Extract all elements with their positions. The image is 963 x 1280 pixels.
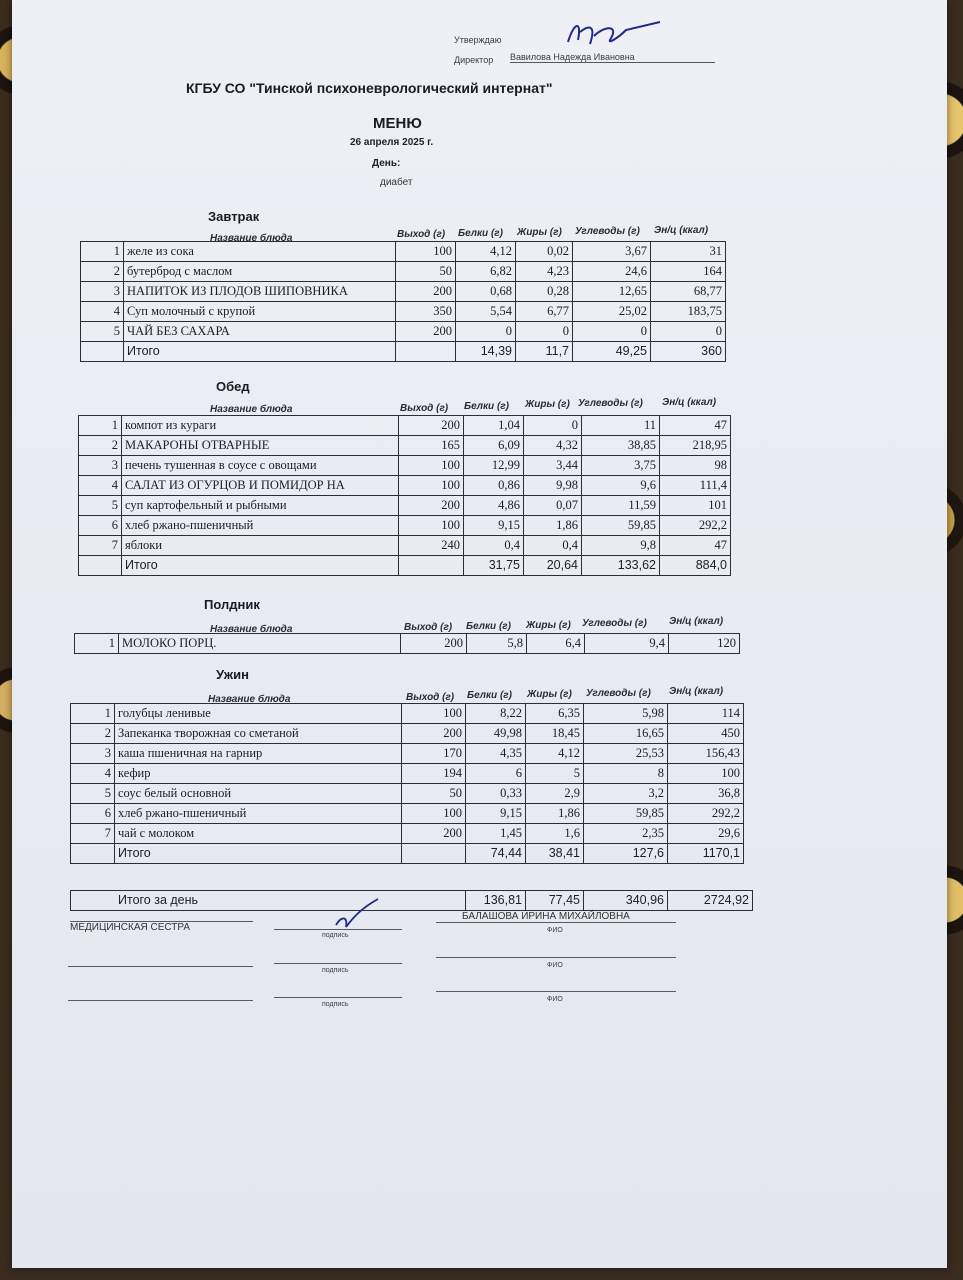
dish-fat: 0,28: [516, 282, 573, 302]
blank-role-line: [68, 966, 253, 967]
dish-fat: 6,4: [527, 634, 585, 654]
table-row: [71, 724, 744, 744]
col-fat: Жиры (г): [525, 399, 570, 410]
table-row: [71, 824, 744, 844]
nurse-role: МЕДИЦИНСКАЯ СЕСТРА: [70, 921, 253, 933]
dish-name: ЧАЙ БЕЗ САХАРА: [124, 322, 396, 342]
fio-line: [436, 991, 676, 992]
fio-line: [436, 922, 676, 923]
dish-carbs: 59,85: [584, 804, 668, 824]
dish-energy: 120: [669, 634, 740, 654]
director-name: Вавилова Надежда Ивановна: [510, 52, 715, 63]
total-energy: 1170,1: [668, 844, 744, 864]
dish-yield: 240: [399, 536, 464, 556]
dish-protein: 6: [466, 764, 526, 784]
table-row: [81, 282, 726, 302]
dish-energy: 114: [668, 704, 744, 724]
dish-carbs: 25,02: [573, 302, 651, 322]
dish-protein: 9,15: [464, 516, 524, 536]
dish-energy: 292,2: [660, 516, 731, 536]
dish-yield: 200: [399, 496, 464, 516]
day-total-label: Итого за день: [71, 891, 466, 911]
dish-yield: 200: [396, 282, 456, 302]
row-number: 7: [79, 536, 122, 556]
dish-protein: 6,09: [464, 436, 524, 456]
dish-name: САЛАТ ИЗ ОГУРЦОВ И ПОМИДОР НА: [122, 476, 399, 496]
col-carbs: Углеводы (г): [586, 688, 651, 699]
dish-name: МАКАРОНЫ ОТВАРНЫЕ: [122, 436, 399, 456]
dish-carbs: 38,85: [582, 436, 660, 456]
dish-protein: 0: [456, 322, 516, 342]
col-carbs: Углеводы (г): [582, 618, 647, 629]
total-spacer: [79, 556, 122, 576]
snack-table: [74, 633, 740, 654]
col-protein: Белки (г): [467, 690, 512, 701]
total-energy: 884,0: [660, 556, 731, 576]
signature-label: подпись: [322, 1001, 349, 1008]
col-energy: Эн/ц (ккал): [669, 686, 724, 697]
dish-name: НАПИТОК ИЗ ПЛОДОВ ШИПОВНИКА: [124, 282, 396, 302]
dish-carbs: 8: [584, 764, 668, 784]
dish-protein: 1,04: [464, 416, 524, 436]
day-total-row: [71, 891, 753, 911]
dish-name: компот из кураги: [122, 416, 399, 436]
dish-name: МОЛОКО ПОРЦ.: [119, 634, 401, 654]
col-yield: Выход (г): [397, 229, 446, 240]
day-total-energy: 2724,92: [668, 891, 753, 911]
dish-name: желе из сока: [124, 242, 396, 262]
dish-name: кефир: [115, 764, 402, 784]
dish-energy: 98: [660, 456, 731, 476]
dish-yield: 100: [402, 804, 466, 824]
col-name: Название блюда: [208, 694, 291, 705]
row-number: 5: [79, 496, 122, 516]
dish-name: Запеканка творожная со сметаной: [115, 724, 402, 744]
dish-carbs: 3,2: [584, 784, 668, 804]
row-number: 2: [71, 724, 115, 744]
institution-name: КГБУ СО "Тинской психоневрологический интернат": [186, 80, 553, 96]
dish-yield: 200: [402, 824, 466, 844]
dish-fat: 9,98: [524, 476, 582, 496]
row-number: 1: [75, 634, 119, 654]
row-number: 1: [71, 704, 115, 724]
dish-fat: 2,9: [526, 784, 584, 804]
dish-name: бутерброд с маслом: [124, 262, 396, 282]
dish-protein: 0,68: [456, 282, 516, 302]
row-number: 5: [71, 784, 115, 804]
dish-fat: 6,35: [526, 704, 584, 724]
lunch-table: [78, 415, 731, 576]
dish-name: яблоки: [122, 536, 399, 556]
dish-protein: 1,45: [466, 824, 526, 844]
table-row: [71, 764, 744, 784]
dish-energy: 164: [651, 262, 726, 282]
dish-yield: 200: [402, 724, 466, 744]
dish-carbs: 11,59: [582, 496, 660, 516]
dish-fat: 3,44: [524, 456, 582, 476]
row-number: 5: [81, 322, 124, 342]
dish-protein: 6,82: [456, 262, 516, 282]
dish-carbs: 59,85: [582, 516, 660, 536]
total-protein: 31,75: [464, 556, 524, 576]
col-energy: Эн/ц (ккал): [654, 225, 709, 236]
table-row: [71, 784, 744, 804]
dish-fat: 0: [516, 322, 573, 342]
signature-label: подпись: [322, 967, 349, 974]
nurse-name: БАЛАШОВА ИРИНА МИХАЙЛОВНА: [462, 911, 630, 922]
dish-name: хлеб ржано-пшеничный: [115, 804, 402, 824]
fio-label: ФИО: [547, 962, 563, 969]
table-row: [81, 242, 726, 262]
dish-carbs: 9,8: [582, 536, 660, 556]
col-fat: Жиры (г): [517, 227, 562, 238]
dish-protein: 5,54: [456, 302, 516, 322]
day-total-table: [70, 890, 753, 911]
dish-yield: 50: [396, 262, 456, 282]
dish-protein: 4,86: [464, 496, 524, 516]
director-signature: [560, 14, 670, 50]
total-row: [79, 556, 731, 576]
table-row: [81, 302, 726, 322]
dish-protein: 5,8: [467, 634, 527, 654]
dish-fat: 1,6: [526, 824, 584, 844]
dish-fat: 18,45: [526, 724, 584, 744]
dish-carbs: 9,4: [585, 634, 669, 654]
approval-label: Утверждаю: [454, 35, 502, 45]
dish-yield: 170: [402, 744, 466, 764]
row-number: 3: [81, 282, 124, 302]
row-number: 2: [79, 436, 122, 456]
snack-title: Полдник: [204, 597, 260, 612]
dish-name: Суп молочный с крупой: [124, 302, 396, 322]
dish-protein: 0,4: [464, 536, 524, 556]
dish-yield: 100: [399, 456, 464, 476]
dish-carbs: 3,67: [573, 242, 651, 262]
total-fat: 11,7: [516, 342, 573, 362]
dish-energy: 111,4: [660, 476, 731, 496]
total-yield-empty: [399, 556, 464, 576]
breakfast-title: Завтрак: [208, 209, 260, 224]
dish-protein: 0,86: [464, 476, 524, 496]
dish-protein: 49,98: [466, 724, 526, 744]
dish-fat: 4,32: [524, 436, 582, 456]
dish-energy: 68,77: [651, 282, 726, 302]
total-spacer: [71, 844, 115, 864]
total-protein: 74,44: [466, 844, 526, 864]
col-yield: Выход (г): [404, 622, 453, 633]
dish-yield: 200: [399, 416, 464, 436]
col-name: Название блюда: [210, 624, 293, 635]
col-name: Название блюда: [210, 233, 293, 244]
row-number: 4: [79, 476, 122, 496]
fio-label: ФИО: [547, 927, 563, 934]
dish-yield: 350: [396, 302, 456, 322]
dish-yield: 100: [396, 242, 456, 262]
day-total-carbs: 340,96: [584, 891, 668, 911]
dish-carbs: 3,75: [582, 456, 660, 476]
dish-name: голубцы ленивые: [115, 704, 402, 724]
col-fat: Жиры (г): [527, 689, 572, 700]
dish-energy: 450: [668, 724, 744, 744]
dish-carbs: 11: [582, 416, 660, 436]
dish-energy: 0: [651, 322, 726, 342]
dish-name: чай с молоком: [115, 824, 402, 844]
table-row: [79, 496, 731, 516]
total-yield-empty: [396, 342, 456, 362]
table-row: [79, 436, 731, 456]
dish-yield: 100: [399, 476, 464, 496]
dish-fat: 5: [526, 764, 584, 784]
col-energy: Эн/ц (ккал): [662, 397, 717, 408]
diet-type: диабет: [380, 177, 413, 188]
dish-fat: 1,86: [526, 804, 584, 824]
table-row: [79, 456, 731, 476]
dish-name: печень тушенная в соусе с овощами: [122, 456, 399, 476]
dish-yield: 200: [401, 634, 467, 654]
col-protein: Белки (г): [464, 401, 509, 412]
day-total-fat: 77,45: [526, 891, 584, 911]
row-number: 4: [71, 764, 115, 784]
dish-fat: 6,77: [516, 302, 573, 322]
dish-carbs: 25,53: [584, 744, 668, 764]
dish-name: суп картофельный и рыбными: [122, 496, 399, 516]
dish-energy: 101: [660, 496, 731, 516]
dish-carbs: 0: [573, 322, 651, 342]
total-carbs: 133,62: [582, 556, 660, 576]
dish-energy: 218,95: [660, 436, 731, 456]
total-yield-empty: [402, 844, 466, 864]
dish-energy: 156,43: [668, 744, 744, 764]
dinner-table: [70, 703, 744, 864]
total-fat: 38,41: [526, 844, 584, 864]
row-number: 3: [79, 456, 122, 476]
breakfast-table: [80, 241, 726, 362]
col-energy: Эн/ц (ккал): [669, 616, 724, 627]
dish-fat: 0,02: [516, 242, 573, 262]
table-row: [79, 516, 731, 536]
dish-protein: 0,33: [466, 784, 526, 804]
page-title: МЕНЮ: [373, 115, 422, 132]
col-protein: Белки (г): [466, 621, 511, 632]
dish-energy: 47: [660, 536, 731, 556]
col-fat: Жиры (г): [526, 620, 571, 631]
day-label: День:: [372, 158, 401, 169]
menu-document: [12, 0, 947, 1268]
signature-line: [274, 963, 402, 964]
signature-label: подпись: [322, 932, 349, 939]
dish-energy: 183,75: [651, 302, 726, 322]
row-number: 3: [71, 744, 115, 764]
dish-energy: 47: [660, 416, 731, 436]
total-label: Итого: [115, 844, 402, 864]
total-carbs: 127,6: [584, 844, 668, 864]
dish-yield: 165: [399, 436, 464, 456]
dish-energy: 29,6: [668, 824, 744, 844]
table-row: [71, 744, 744, 764]
col-name: Название блюда: [210, 404, 293, 415]
dish-fat: 4,23: [516, 262, 573, 282]
dish-carbs: 16,65: [584, 724, 668, 744]
dish-name: каша пшеничная на гарнир: [115, 744, 402, 764]
fio-label: ФИО: [547, 996, 563, 1003]
dish-yield: 50: [402, 784, 466, 804]
dish-fat: 0: [524, 416, 582, 436]
dish-fat: 0,4: [524, 536, 582, 556]
dish-protein: 12,99: [464, 456, 524, 476]
dish-carbs: 24,6: [573, 262, 651, 282]
row-number: 2: [81, 262, 124, 282]
lunch-title: Обед: [216, 379, 250, 394]
total-energy: 360: [651, 342, 726, 362]
total-protein: 14,39: [456, 342, 516, 362]
director-label: Директор: [454, 55, 494, 65]
col-carbs: Углеводы (г): [578, 398, 643, 409]
nurse-signature: [332, 895, 382, 935]
table-row: [75, 634, 740, 654]
table-row: [71, 704, 744, 724]
dish-protein: 4,12: [456, 242, 516, 262]
dish-carbs: 12,65: [573, 282, 651, 302]
dish-yield: 194: [402, 764, 466, 784]
dish-energy: 100: [668, 764, 744, 784]
dish-yield: 100: [402, 704, 466, 724]
dish-carbs: 5,98: [584, 704, 668, 724]
table-row: [79, 476, 731, 496]
dish-fat: 1,86: [524, 516, 582, 536]
dish-yield: 100: [399, 516, 464, 536]
total-fat: 20,64: [524, 556, 582, 576]
total-label: Итого: [122, 556, 399, 576]
dish-name: соус белый основной: [115, 784, 402, 804]
row-number: 1: [81, 242, 124, 262]
signature-line: [274, 997, 402, 998]
dish-carbs: 2,35: [584, 824, 668, 844]
total-row: [71, 844, 744, 864]
total-carbs: 49,25: [573, 342, 651, 362]
col-yield: Выход (г): [406, 692, 455, 703]
dish-energy: 292,2: [668, 804, 744, 824]
dinner-title: Ужин: [216, 667, 249, 682]
dish-name: хлеб ржано-пшеничный: [122, 516, 399, 536]
total-label: Итого: [124, 342, 396, 362]
col-carbs: Углеводы (г): [575, 226, 640, 237]
total-spacer: [81, 342, 124, 362]
table-row: [81, 322, 726, 342]
fio-line: [436, 957, 676, 958]
table-row: [81, 262, 726, 282]
table-row: [71, 804, 744, 824]
col-yield: Выход (г): [400, 403, 449, 414]
dish-energy: 31: [651, 242, 726, 262]
blank-role-line: [68, 1000, 253, 1001]
row-number: 6: [79, 516, 122, 536]
col-protein: Белки (г): [458, 228, 503, 239]
dish-protein: 4,35: [466, 744, 526, 764]
dish-protein: 8,22: [466, 704, 526, 724]
dish-protein: 9,15: [466, 804, 526, 824]
day-total-protein: 136,81: [466, 891, 526, 911]
dish-energy: 36,8: [668, 784, 744, 804]
total-row: [81, 342, 726, 362]
table-row: [79, 416, 731, 436]
dish-fat: 0,07: [524, 496, 582, 516]
menu-date: 26 апреля 2025 г.: [350, 137, 434, 148]
row-number: 1: [79, 416, 122, 436]
row-number: 4: [81, 302, 124, 322]
row-number: 7: [71, 824, 115, 844]
dish-carbs: 9,6: [582, 476, 660, 496]
row-number: 6: [71, 804, 115, 824]
dish-yield: 200: [396, 322, 456, 342]
dish-fat: 4,12: [526, 744, 584, 764]
table-row: [79, 536, 731, 556]
